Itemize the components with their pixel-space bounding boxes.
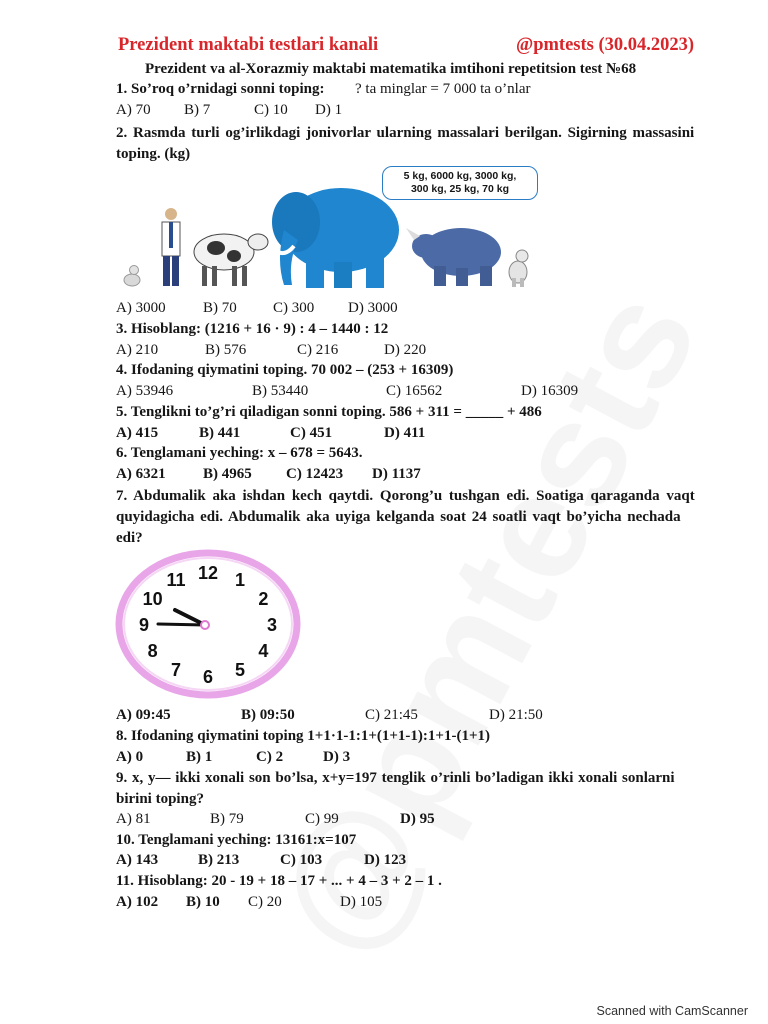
q4-option-a: A) 53946 [116, 383, 174, 399]
q8-option-a: A) 0 [116, 749, 144, 765]
q11-option-c: C) 20 [248, 894, 282, 910]
mass-list-line1: 5 kg, 6000 kg, 3000 kg, [403, 170, 517, 182]
q8-option-b: B) 1 [186, 749, 213, 765]
q2-option-c: C) 300 [273, 300, 315, 316]
q8-option-d: D) 3 [323, 749, 351, 765]
channel-handle-date: @pmtests (30.04.2023) [516, 35, 695, 55]
q6-option-d: D) 1137 [372, 466, 421, 482]
q2-option-d: D) 3000 [348, 300, 398, 316]
clock-number-10: 10 [142, 589, 163, 609]
q3-option-b: B) 576 [205, 342, 247, 358]
q4-option-b: B) 53440 [252, 383, 309, 399]
elephant-figure [272, 188, 399, 288]
q2-line1: 2. Rasmda turli og’irlikdagi jonivorlar ularning massalari berilgan. Sigirning massasini [116, 125, 695, 141]
q11-option-d: D) 105 [340, 894, 383, 910]
q7-option-d: D) 21:50 [489, 707, 543, 723]
mass-list-line2: 300 kg, 25 kg, 70 kg [410, 183, 510, 195]
clock-number-12: 12 [197, 563, 219, 583]
q2-line2: toping. (kg) [116, 146, 191, 162]
test-subtitle: Prezident va al-Xorazmiy maktabi matematika imtihoni repetitsion test №68 [145, 61, 637, 77]
q2-option-b: B) 70 [203, 300, 237, 316]
q3-option-d: D) 220 [384, 342, 427, 358]
clock-number-7: 7 [170, 660, 182, 680]
q10-option-d: D) 123 [364, 852, 407, 868]
animals-illustration [116, 170, 536, 295]
q7-option-c: C) 21:45 [365, 707, 418, 723]
q4-text: 4. Ifodaning qiymatini toping. 70 002 – (253 + 16309) [116, 362, 454, 378]
clock-number-11: 11 [166, 570, 186, 590]
q11-text: 11. Hisoblang: 20 - 19 + 18 – 17 + ... + 4 – 3 + 2 – 1 . [116, 873, 442, 889]
q10-option-a: A) 143 [116, 852, 159, 868]
q2-option-a: A) 3000 [116, 300, 166, 316]
q5-option-b: B) 441 [199, 425, 241, 441]
clock-face [113, 548, 303, 700]
clock-minute-hand [158, 624, 205, 625]
q9-line2: birini toping? [116, 791, 204, 807]
q6-option-c: C) 12423 [286, 466, 344, 482]
clock-number-2: 2 [258, 589, 269, 609]
q4-option-d: D) 16309 [521, 383, 579, 399]
q11-option-b: B) 10 [186, 894, 220, 910]
clock-center [201, 621, 209, 629]
kitten-figure [124, 266, 140, 287]
q9-option-a: A) 81 [116, 811, 151, 827]
q5-text: 5. Tenglikni to’g’ri qiladigan sonni toping. 586 + 311 = _____ + 486 [116, 404, 542, 420]
q7-line3: edi? [116, 530, 143, 546]
q1-option-a: A) 70 [116, 102, 151, 118]
q1-option-b: B) 7 [184, 102, 211, 118]
clock-number-9: 9 [138, 615, 150, 635]
q6-option-a: A) 6321 [116, 466, 166, 482]
q5-option-a: A) 415 [116, 425, 159, 441]
q9-line1: 9. x, y— ikki xonali son bo’lsa, x+y=197 tenglik o’rinli bo’ladigan ikki xonali sonlarni [116, 770, 675, 786]
q6-text: 6. Tenglamani yeching: x – 678 = 5643. [116, 445, 363, 461]
q9-option-b: B) 79 [210, 811, 244, 827]
q3-text: 3. Hisoblang: (1216 + 16 · 9) : 4 – 1440 : 12 [116, 321, 389, 337]
rhino-figure [406, 228, 501, 286]
q7-line2: quyidagicha edi. Abdumalik aka uyiga kelganda soat 24 soatli vaqt bo’yicha nechada [116, 509, 681, 525]
q10-option-b: B) 213 [198, 852, 240, 868]
q7-line1: 7. Abdumalik aka ishdan kech qaytdi. Qorong’u tushgan edi. Soatiga qaraganda vaqt [116, 488, 695, 504]
q6-option-b: B) 4965 [203, 466, 252, 482]
man-figure [162, 208, 180, 286]
q8-option-c: C) 2 [256, 749, 284, 765]
q1-option-d: D) 1 [315, 102, 343, 118]
q5-option-c: C) 451 [290, 425, 333, 441]
q10-option-c: C) 103 [280, 852, 323, 868]
scanner-footer: Scanned with CamScanner [596, 1004, 748, 1018]
clock-number-3: 3 [266, 615, 278, 635]
q3-option-c: C) 216 [297, 342, 339, 358]
q9-option-d: D) 95 [400, 811, 435, 827]
q7-option-a: A) 09:45 [116, 707, 171, 723]
channel-title: Prezident maktabi testlari kanali [118, 35, 379, 55]
q3-option-a: A) 210 [116, 342, 159, 358]
q1-option-c: C) 10 [254, 102, 288, 118]
q5-option-d: D) 411 [384, 425, 426, 441]
q10-text: 10. Tenglamani yeching: 13161:x=107 [116, 832, 357, 848]
clock-number-4: 4 [258, 641, 269, 661]
q7-option-b: B) 09:50 [241, 707, 295, 723]
dog-figure [509, 250, 528, 287]
q4-option-c: C) 16562 [386, 383, 443, 399]
clock-number-1: 1 [234, 570, 246, 590]
clock-number-6: 6 [202, 667, 214, 687]
clock-number-5: 5 [234, 660, 246, 680]
clock-number-8: 8 [147, 641, 158, 661]
q11-option-a: A) 102 [116, 894, 159, 910]
q9-option-c: C) 99 [305, 811, 339, 827]
q8-text: 8. Ifodaning qiymatini toping 1+1·1-1:1+(1+1-1):1+1-(1+1) [116, 728, 490, 744]
cow-figure [194, 234, 268, 286]
q1-expr: ? ta minglar = 7 000 ta o’nlar [355, 81, 531, 97]
q1-text: 1. So’roq o’rnidagi sonni toping: [116, 81, 325, 97]
